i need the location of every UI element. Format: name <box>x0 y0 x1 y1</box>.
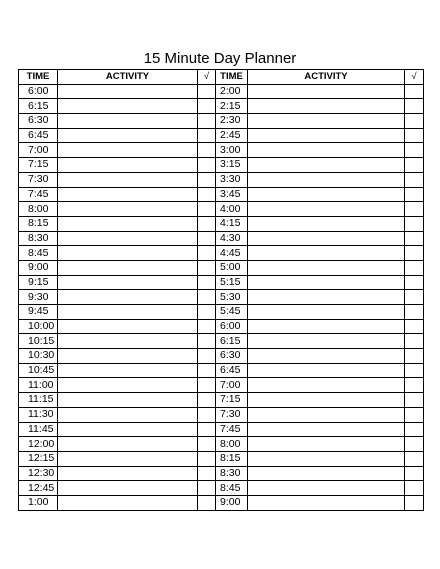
check-cell[interactable] <box>405 451 424 466</box>
activity-cell[interactable] <box>58 143 198 158</box>
time-cell: 4:30 <box>216 231 248 246</box>
activity-cell[interactable] <box>58 407 198 422</box>
check-cell[interactable] <box>198 246 216 261</box>
planner-rows <box>19 84 424 510</box>
activity-cell[interactable] <box>58 437 198 452</box>
activity-cell[interactable] <box>248 158 405 173</box>
activity-cell[interactable] <box>248 349 405 364</box>
time-cell: 9:45 <box>19 305 58 320</box>
activity-cell[interactable] <box>58 378 198 393</box>
check-cell[interactable] <box>405 437 424 452</box>
activity-cell[interactable] <box>248 187 405 202</box>
time-cell: 9:30 <box>19 290 58 305</box>
time-cell: 8:30 <box>216 466 248 481</box>
activity-cell[interactable] <box>58 349 198 364</box>
activity-cell[interactable] <box>58 481 198 496</box>
activity-cell[interactable] <box>58 84 198 99</box>
time-cell: 10:00 <box>19 319 58 334</box>
check-cell[interactable] <box>198 393 216 408</box>
check-cell[interactable] <box>198 437 216 452</box>
time-cell: 7:30 <box>216 407 248 422</box>
table-row <box>19 495 424 510</box>
table-row <box>19 99 424 114</box>
check-cell[interactable] <box>405 260 424 275</box>
activity-cell[interactable] <box>58 202 198 217</box>
check-cell[interactable] <box>198 407 216 422</box>
activity-cell[interactable] <box>58 422 198 437</box>
check-cell[interactable] <box>405 407 424 422</box>
time-cell: 12:30 <box>19 466 58 481</box>
table-row <box>19 275 424 290</box>
time-cell: 7:15 <box>19 158 58 173</box>
check-cell[interactable] <box>198 305 216 320</box>
time-cell: 2:00 <box>216 84 248 99</box>
check-cell[interactable] <box>198 216 216 231</box>
activity-cell[interactable] <box>248 334 405 349</box>
time-cell: 3:30 <box>216 172 248 187</box>
table-row <box>19 143 424 158</box>
check-cell[interactable] <box>405 128 424 143</box>
activity-cell[interactable] <box>248 84 405 99</box>
check-cell[interactable] <box>405 495 424 510</box>
check-cell[interactable] <box>198 378 216 393</box>
check-cell[interactable] <box>405 290 424 305</box>
check-cell[interactable] <box>405 158 424 173</box>
time-cell: 6:30 <box>216 349 248 364</box>
time-cell: 11:45 <box>19 422 58 437</box>
time-cell: 7:00 <box>19 143 58 158</box>
time-cell: 8:15 <box>216 451 248 466</box>
check-cell[interactable] <box>198 260 216 275</box>
time-cell: 8:15 <box>19 216 58 231</box>
check-cell[interactable] <box>405 422 424 437</box>
activity-cell[interactable] <box>248 363 405 378</box>
activity-cell[interactable] <box>248 202 405 217</box>
time-cell: 6:15 <box>216 334 248 349</box>
check-cell[interactable] <box>405 363 424 378</box>
check-cell[interactable] <box>198 128 216 143</box>
time-cell: 8:00 <box>216 437 248 452</box>
table-row <box>19 407 424 422</box>
time-cell: 4:45 <box>216 246 248 261</box>
check-cell[interactable] <box>198 187 216 202</box>
activity-cell[interactable] <box>248 231 405 246</box>
check-cell[interactable] <box>405 349 424 364</box>
table-row <box>19 334 424 349</box>
activity-cell[interactable] <box>58 290 198 305</box>
activity-cell[interactable] <box>58 216 198 231</box>
activity-cell[interactable] <box>58 393 198 408</box>
check-cell[interactable] <box>405 275 424 290</box>
table-row <box>19 158 424 173</box>
check-cell[interactable] <box>405 305 424 320</box>
check-cell[interactable] <box>405 187 424 202</box>
time-cell: 5:00 <box>216 260 248 275</box>
table-row <box>19 216 424 231</box>
activity-cell[interactable] <box>248 378 405 393</box>
activity-cell[interactable] <box>248 275 405 290</box>
check-cell[interactable] <box>405 393 424 408</box>
check-cell[interactable] <box>405 172 424 187</box>
activity-cell[interactable] <box>58 275 198 290</box>
table-row <box>19 481 424 496</box>
time-cell: 6:15 <box>19 99 58 114</box>
time-cell: 6:00 <box>216 319 248 334</box>
activity-cell[interactable] <box>58 231 198 246</box>
check-cell[interactable] <box>198 84 216 99</box>
check-cell[interactable] <box>198 495 216 510</box>
check-header: √ <box>405 70 424 85</box>
time-cell: 1:00 <box>19 495 58 510</box>
time-cell: 3:15 <box>216 158 248 173</box>
table-row <box>19 319 424 334</box>
table-row <box>19 114 424 129</box>
activity-cell[interactable] <box>58 319 198 334</box>
activity-cell[interactable] <box>248 422 405 437</box>
activity-cell[interactable] <box>248 481 405 496</box>
time-cell: 6:30 <box>19 114 58 129</box>
check-cell[interactable] <box>198 143 216 158</box>
activity-cell[interactable] <box>58 99 198 114</box>
check-cell[interactable] <box>198 466 216 481</box>
time-header: TIME <box>216 70 248 85</box>
time-cell: 6:45 <box>19 128 58 143</box>
activity-cell[interactable] <box>58 187 198 202</box>
activity-cell[interactable] <box>248 216 405 231</box>
activity-cell[interactable] <box>58 172 198 187</box>
activity-cell[interactable] <box>248 128 405 143</box>
activity-cell[interactable] <box>58 334 198 349</box>
activity-cell[interactable] <box>248 305 405 320</box>
check-cell[interactable] <box>198 349 216 364</box>
time-cell: 4:00 <box>216 202 248 217</box>
table-row <box>19 393 424 408</box>
time-cell: 7:45 <box>19 187 58 202</box>
activity-cell[interactable] <box>248 466 405 481</box>
time-cell: 12:15 <box>19 451 58 466</box>
time-cell: 7:00 <box>216 378 248 393</box>
table-row <box>19 437 424 452</box>
time-cell: 10:30 <box>19 349 58 364</box>
page-title: 15 Minute Day Planner <box>143 50 297 67</box>
check-cell[interactable] <box>198 290 216 305</box>
activity-cell[interactable] <box>58 128 198 143</box>
time-cell: 9:00 <box>216 495 248 510</box>
header-row <box>19 70 424 85</box>
check-cell[interactable] <box>198 363 216 378</box>
check-cell[interactable] <box>405 334 424 349</box>
table-row <box>19 231 424 246</box>
table-row <box>19 378 424 393</box>
time-cell: 9:15 <box>19 275 58 290</box>
check-cell[interactable] <box>198 422 216 437</box>
check-cell[interactable] <box>198 451 216 466</box>
time-header: TIME <box>19 70 58 85</box>
check-cell[interactable] <box>198 158 216 173</box>
activity-cell[interactable] <box>248 260 405 275</box>
time-cell: 12:45 <box>19 481 58 496</box>
check-cell[interactable] <box>198 172 216 187</box>
time-cell: 12:00 <box>19 437 58 452</box>
activity-cell[interactable] <box>248 393 405 408</box>
activity-cell[interactable] <box>248 451 405 466</box>
time-cell: 2:30 <box>216 114 248 129</box>
time-cell: 2:15 <box>216 99 248 114</box>
activity-cell[interactable] <box>248 143 405 158</box>
check-cell[interactable] <box>198 231 216 246</box>
check-cell[interactable] <box>405 481 424 496</box>
activity-cell[interactable] <box>58 451 198 466</box>
check-cell[interactable] <box>405 216 424 231</box>
time-cell: 5:15 <box>216 275 248 290</box>
time-cell: 3:00 <box>216 143 248 158</box>
check-cell[interactable] <box>405 466 424 481</box>
check-cell[interactable] <box>405 99 424 114</box>
activity-cell[interactable] <box>248 407 405 422</box>
check-cell[interactable] <box>405 319 424 334</box>
check-cell[interactable] <box>198 99 216 114</box>
time-cell: 8:45 <box>216 481 248 496</box>
time-cell: 6:45 <box>216 363 248 378</box>
activity-cell[interactable] <box>248 99 405 114</box>
activity-cell[interactable] <box>248 172 405 187</box>
check-cell[interactable] <box>198 114 216 129</box>
time-cell: 6:00 <box>19 84 58 99</box>
activity-cell[interactable] <box>248 437 405 452</box>
check-cell[interactable] <box>198 202 216 217</box>
check-cell[interactable] <box>198 481 216 496</box>
activity-cell[interactable] <box>58 305 198 320</box>
activity-cell[interactable] <box>58 246 198 261</box>
check-cell[interactable] <box>405 84 424 99</box>
time-cell: 10:15 <box>19 334 58 349</box>
time-cell: 4:15 <box>216 216 248 231</box>
activity-cell[interactable] <box>58 363 198 378</box>
activity-header: ACTIVITY <box>58 70 198 85</box>
table-row <box>19 363 424 378</box>
check-header: √ <box>198 70 216 85</box>
time-cell: 7:45 <box>216 422 248 437</box>
activity-cell[interactable] <box>248 290 405 305</box>
activity-cell[interactable] <box>248 246 405 261</box>
activity-cell[interactable] <box>58 495 198 510</box>
time-cell: 5:30 <box>216 290 248 305</box>
table-row <box>19 290 424 305</box>
time-cell: 11:30 <box>19 407 58 422</box>
time-cell: 10:45 <box>19 363 58 378</box>
activity-cell[interactable] <box>248 319 405 334</box>
activity-cell[interactable] <box>248 495 405 510</box>
activity-cell[interactable] <box>58 466 198 481</box>
activity-cell[interactable] <box>58 260 198 275</box>
check-cell[interactable] <box>198 275 216 290</box>
time-cell: 11:15 <box>19 393 58 408</box>
time-cell: 2:45 <box>216 128 248 143</box>
check-cell[interactable] <box>405 202 424 217</box>
planner-table <box>18 69 424 511</box>
time-cell: 8:00 <box>19 202 58 217</box>
time-cell: 7:15 <box>216 393 248 408</box>
time-cell: 5:45 <box>216 305 248 320</box>
check-cell[interactable] <box>405 143 424 158</box>
activity-cell[interactable] <box>58 114 198 129</box>
activity-header: ACTIVITY <box>248 70 405 85</box>
table-row <box>19 84 424 99</box>
check-cell[interactable] <box>198 334 216 349</box>
time-cell: 8:45 <box>19 246 58 261</box>
table-row <box>19 246 424 261</box>
activity-cell[interactable] <box>58 158 198 173</box>
activity-cell[interactable] <box>248 114 405 129</box>
time-cell: 11:00 <box>19 378 58 393</box>
table-row <box>19 349 424 364</box>
table-row <box>19 260 424 275</box>
table-row <box>19 451 424 466</box>
check-cell[interactable] <box>405 378 424 393</box>
check-cell[interactable] <box>405 114 424 129</box>
check-cell[interactable] <box>405 231 424 246</box>
table-row <box>19 422 424 437</box>
time-cell: 3:45 <box>216 187 248 202</box>
table-row <box>19 172 424 187</box>
check-cell[interactable] <box>405 246 424 261</box>
table-row <box>19 466 424 481</box>
time-cell: 7:30 <box>19 172 58 187</box>
table-row <box>19 202 424 217</box>
table-row <box>19 128 424 143</box>
table-row <box>19 187 424 202</box>
time-cell: 9:00 <box>19 260 58 275</box>
time-cell: 8:30 <box>19 231 58 246</box>
check-cell[interactable] <box>198 319 216 334</box>
table-row <box>19 305 424 320</box>
